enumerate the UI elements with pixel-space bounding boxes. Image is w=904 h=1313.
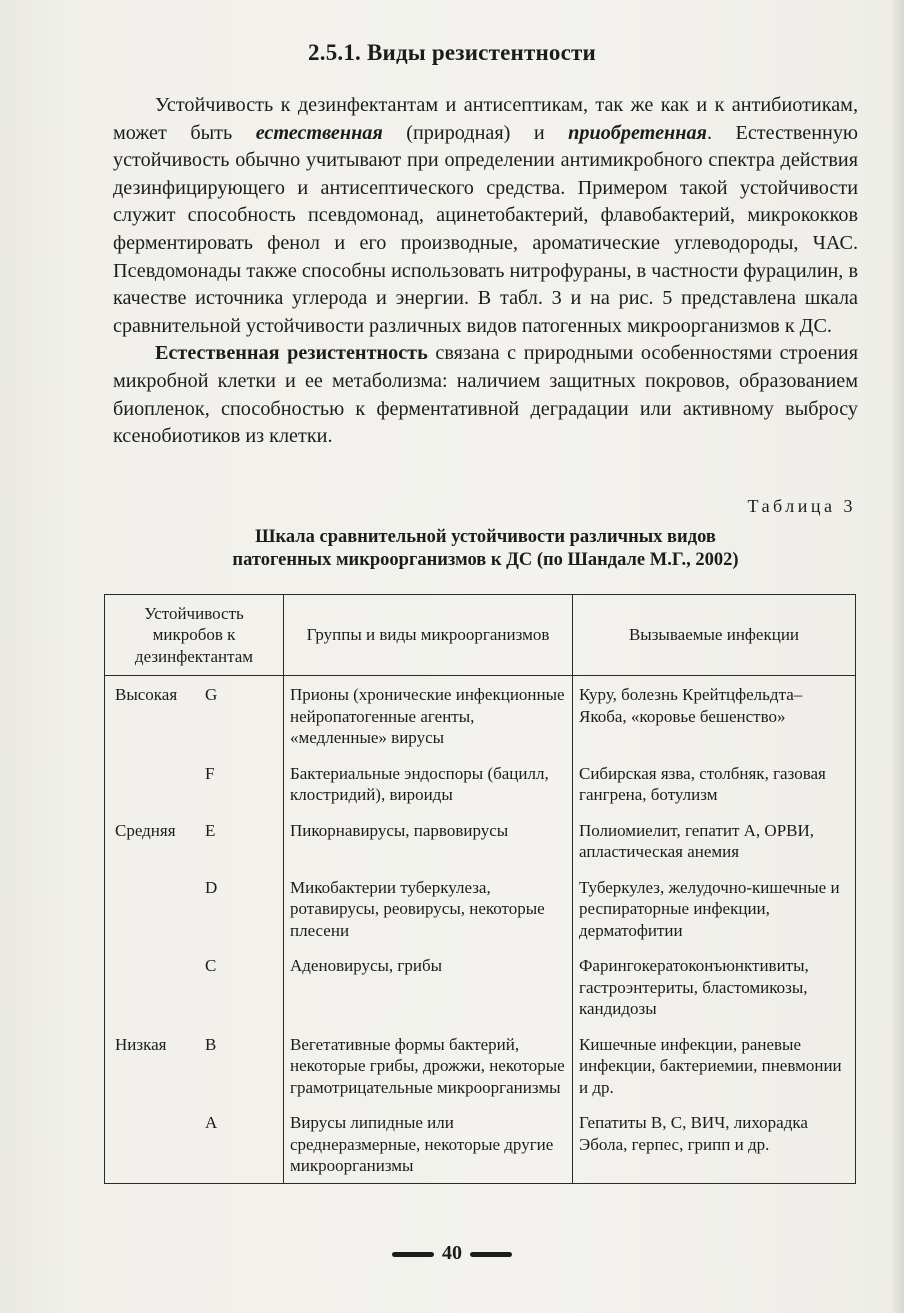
body-text <box>113 92 858 451</box>
resistance-class: A <box>205 1113 218 1132</box>
paragraph-1-part-3: . Естественную устойчивость обычно учитывают при определении антимикробного спектра действия дезинфицирующего и антисептического средства. Примером такой устойчивости служит способность псевдомонад, ацинетобактерий, флавобактерий, микрококков ферментировать фенол и его производные, ароматические углеводороды, ЧАС. Псевдомонады также способны использовать нитрофураны, в частности фурацилин, в качестве источника углерода и энергии. В табл. 3 и на рис. 5 представлена шкала сравнительной устойчивости различных видов патогенных микроорганизмов к ДС. <box>113 121 859 337</box>
infections-cell: Куру, болезнь Крейтцфельдта–Якоба, «коровье бешенство» <box>573 676 856 763</box>
table-row <box>105 1112 856 1183</box>
table-caption <box>113 526 858 572</box>
table-row <box>105 877 856 956</box>
table-row <box>105 763 856 820</box>
table-row <box>105 676 856 763</box>
section-heading: 2.5.1. Виды резистентности <box>308 40 596 65</box>
resistance-class: F <box>205 763 215 783</box>
table-header-row <box>105 595 856 676</box>
table-caption-line-1: Шкала сравнительной устойчивости различных видов <box>255 527 716 547</box>
infections-cell: Туберкулез, желудочно-кишечные и респираторные инфекции, дерматофитии <box>573 877 856 956</box>
resistance-cell <box>105 955 284 1034</box>
resistance-class: E <box>205 820 216 840</box>
infections-cell: Сибирская язва, столбняк, газовая гангрена, ботулизм <box>573 763 856 820</box>
resistance-cell <box>105 1034 284 1113</box>
paragraph-1-part-2: (природная) и <box>382 121 569 144</box>
resistance-level: Средняя <box>115 820 176 840</box>
paragraph-1 <box>113 92 858 340</box>
header-infections: Вызываемые инфекции <box>573 595 856 676</box>
paragraph-1-part-1: Устойчивость к дезинфектантам и антисептикам, так же как и к антибиотикам, может быть <box>113 94 858 144</box>
groups-cell: Вегетативные формы бактерий, некоторые грибы, дрожжи, некоторые грамотрицательные микроорганизмы <box>284 1034 573 1113</box>
resistance-class: B <box>205 1034 217 1054</box>
resistance-class: C <box>205 956 217 975</box>
resistance-cell <box>105 1112 284 1183</box>
left-ornament-icon <box>392 1252 434 1257</box>
infections-cell: Фарингокератоконъюнктивиты, гастроэнтериты, бластомикозы, кандидозы <box>573 955 856 1034</box>
table-row <box>105 1034 856 1113</box>
groups-cell: Аденовирусы, грибы <box>284 955 573 1034</box>
table-label: Таблица 3 <box>747 496 856 516</box>
paragraph-1-emphasis-acquired: приобретенная <box>568 121 707 144</box>
header-groups: Группы и виды микроорганизмов <box>284 595 573 676</box>
right-ornament-icon <box>470 1252 512 1257</box>
infections-cell: Гепатиты В, С, ВИЧ, лихорадка Эбола, герпес, грипп и др. <box>573 1112 856 1183</box>
resistance-cell <box>105 763 284 820</box>
resistance-table <box>104 594 856 1184</box>
groups-cell: Прионы (хронические инфекционные нейропатогенные агенты, «медленные» вирусы <box>284 676 573 763</box>
page-edge-shadow <box>890 0 904 1313</box>
resistance-level: Низкая <box>115 1034 167 1054</box>
groups-cell: Пикорнавирусы, парвовирусы <box>284 820 573 877</box>
groups-cell: Бактериальные эндоспоры (бацилл, клостридий), вироиды <box>284 763 573 820</box>
page-footer <box>0 1242 904 1265</box>
resistance-class: G <box>205 685 218 704</box>
paragraph-2 <box>113 340 858 450</box>
resistance-cell <box>105 676 284 763</box>
groups-cell: Вирусы липидные или среднеразмерные, некоторые другие микроорганизмы <box>284 1112 573 1183</box>
paragraph-1-emphasis-natural: естественная <box>255 121 383 144</box>
resistance-cell <box>105 820 284 877</box>
header-resistance: Устойчивость микробов к дезинфектантам <box>105 595 284 676</box>
paragraph-2-rest: связана с природными особенностями строения микробной клетки и ее метаболизма: наличием защитных покровов, образованием биопленок, способностью к ферментативной деградации или активному выбросу ксенобиотиков из клетки. <box>113 342 858 448</box>
groups-cell: Микобактерии туберкулеза, ротавирусы, реовирусы, некоторые плесени <box>284 877 573 956</box>
infections-cell: Полиомиелит, гепатит А, ОРВИ, апластическая анемия <box>573 820 856 877</box>
table-caption-line-2: патогенных микроорганизмов к ДС (по Шандале М.Г., 2002) <box>232 550 739 570</box>
page-number: 40 <box>442 1242 462 1264</box>
resistance-class: D <box>205 877 218 897</box>
resistance-cell <box>105 877 284 956</box>
table-row <box>105 955 856 1034</box>
infections-cell: Кишечные инфекции, раневые инфекции, бактериемии, пневмонии и др. <box>573 1034 856 1113</box>
table-row <box>105 820 856 877</box>
resistance-level: Высокая <box>115 685 178 704</box>
paragraph-2-term: Естественная резистентность <box>155 342 428 365</box>
